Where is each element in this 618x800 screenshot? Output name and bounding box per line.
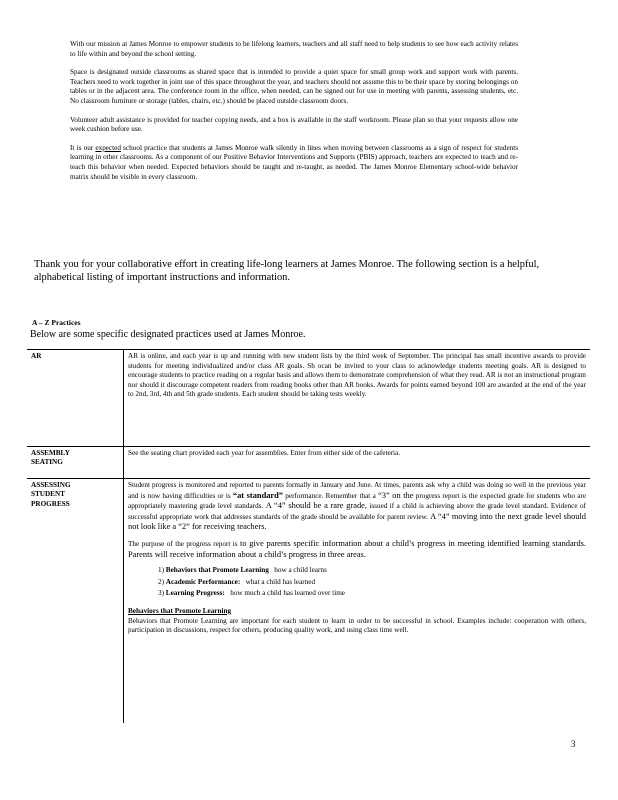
list-desc: what a child has learned xyxy=(245,577,316,586)
list-number: 2) xyxy=(158,577,164,586)
term-line: ASSEMBLY xyxy=(31,449,70,457)
list-item xyxy=(158,589,586,599)
intro-paragraph-shared-space: Space is designated outside classrooms as shared space that is intended to provide a quiet space for small group work and support work with parents. Teachers need to work together in joint use of this space throughout the year, and teachers should not assume this to be their space by storing belongings on tables or in the adjacent area. The conference room in the office, when needed, can be signed out for use in meeting with parents, assessing students, etc. No classroom furniture or storage (tables, chairs, etc.) should be placed outside classroom doors. xyxy=(70,68,518,105)
assess-text: issued if a child is achieving above the grade level standard. Evidence of successful appropriate work that addresses standards of the grade should be available for parent review. xyxy=(128,502,586,521)
list-number: 1) xyxy=(158,566,164,575)
assess-text: performance. Remember that a xyxy=(285,491,376,500)
intro-paragraph-mission: With our mission at James Monroe to empower students to be lifelong learners, teachers and all staff need to help students to see how each activity relates to life within and beyond the school setting. xyxy=(70,40,518,58)
list-item xyxy=(158,566,586,576)
term-line: ASSESSING xyxy=(31,481,71,489)
list-number: 3) xyxy=(158,589,164,598)
term-line: STUDENT xyxy=(31,490,65,499)
term-assembly-seating xyxy=(27,447,124,479)
desc-assessing-progress xyxy=(124,479,591,724)
practices-table xyxy=(27,349,590,723)
assess-at-standard: “at standard” xyxy=(232,490,283,500)
term-line: PROGRESS xyxy=(31,499,70,508)
list-label: Academic Performance: xyxy=(165,577,241,586)
thanks-paragraph: Thank you for your collaborative effort in creating life-long learners at James Monroe. The following section is a helpful, alphabetical listing of important instructions and information. xyxy=(34,259,540,283)
assess-four-moving: A “4” moving into the next grade level should not look like a “2” for receiving teachers. xyxy=(128,511,586,532)
progress-areas-list xyxy=(128,566,586,599)
list-desc: how much a child has learned over time xyxy=(230,589,345,598)
table-row xyxy=(27,447,590,479)
assess-purpose: to give parents specific information about a child’s progress in meeting identified learning standards. Parents will receive information about a child’s progress in three areas. xyxy=(128,538,587,559)
intro-section xyxy=(70,40,518,191)
below-intro-text: Below are some specific designated practices used at James Monroe. xyxy=(30,329,306,340)
assessing-paragraph-2 xyxy=(128,539,586,560)
term-line: SEATING xyxy=(31,458,63,467)
list-label: Learning Progress: xyxy=(165,589,225,598)
assess-text: Student progress is monitored and reported to parents formally in January and June. At times, parents ask why a child was doing so well in the previous year and is now having difficulties or is xyxy=(128,481,586,500)
walking-rest: school practice that students at James Monroe walk silently in lines when moving between classrooms as a sign of respect for students learning in other classrooms. As a component of our Positive Behavior Interventions and Supports (PBIS) approach, teachers are expected to teach and re-teach this behavior when needed. Expected behaviors should be taught and re-taught, as needed. The James Monroe Elementary school-wide behavior matrix should be visible in every classroom. xyxy=(70,143,519,181)
list-item xyxy=(158,578,586,588)
table-row xyxy=(27,479,590,724)
term-ar: AR xyxy=(27,350,124,447)
assess-four-grade: A “4” should be a rare grade, xyxy=(265,501,367,511)
assess-text: The purpose of the progress report is xyxy=(128,539,238,548)
intro-paragraph-walking xyxy=(70,144,518,182)
assessing-paragraph-3: Behaviors that Promote Learning are important for each student to learn in order to be successful in school. Examples include: cooperation with others, participation in discussions, respect for others, producing quality work, and using class time well. xyxy=(128,616,586,635)
assess-three-grade: “3” on the xyxy=(378,490,414,500)
desc-assembly-seating: See the seating chart provided each year for assemblies. Enter from either side of the cafeteria. xyxy=(124,447,591,479)
page-number: 3 xyxy=(571,739,576,749)
list-desc: how a child learns xyxy=(274,566,327,575)
table-row xyxy=(27,350,590,447)
assess-text: progress report is the expected grade for students who are appropriately mastering grade level standards. xyxy=(128,491,587,511)
walking-expected: expected xyxy=(95,143,121,152)
assessing-paragraph-1 xyxy=(128,481,586,533)
desc-ar: AR is online, and each year is up and running with new student lists by the third week of September. The principal has small incentive awards to provide students for meeting individualized and/or class AR goals. Sh ocan be invited to your class to acknowledge students meeting goals. AR is designed to encourage students to practice reading on a regular basis and allows them to demonstrate comprehension of what they read. AR is not an instructional program nor should it discourage competent readers from reading books other than AR books. Awards for points earned beyond 100 are awarded at the end of the year to 2nd, 3rd, 4th and 5th grade students. Each student should be taking tests weekly. xyxy=(124,350,591,447)
term-assessing-progress xyxy=(27,479,124,724)
list-label: Behaviors that Promote Learning xyxy=(165,566,269,575)
behaviors-subheading: Behaviors that Promote Learning xyxy=(128,606,232,615)
az-practices-heading: A – Z Practices xyxy=(32,318,81,327)
walking-lead: It is our xyxy=(70,143,94,152)
intro-paragraph-volunteer: Volunteer adult assistance is provided for teacher copying needs, and a box is available in the staff workroom. Please plan so that your requests allow one week cushion before use. xyxy=(70,115,518,134)
